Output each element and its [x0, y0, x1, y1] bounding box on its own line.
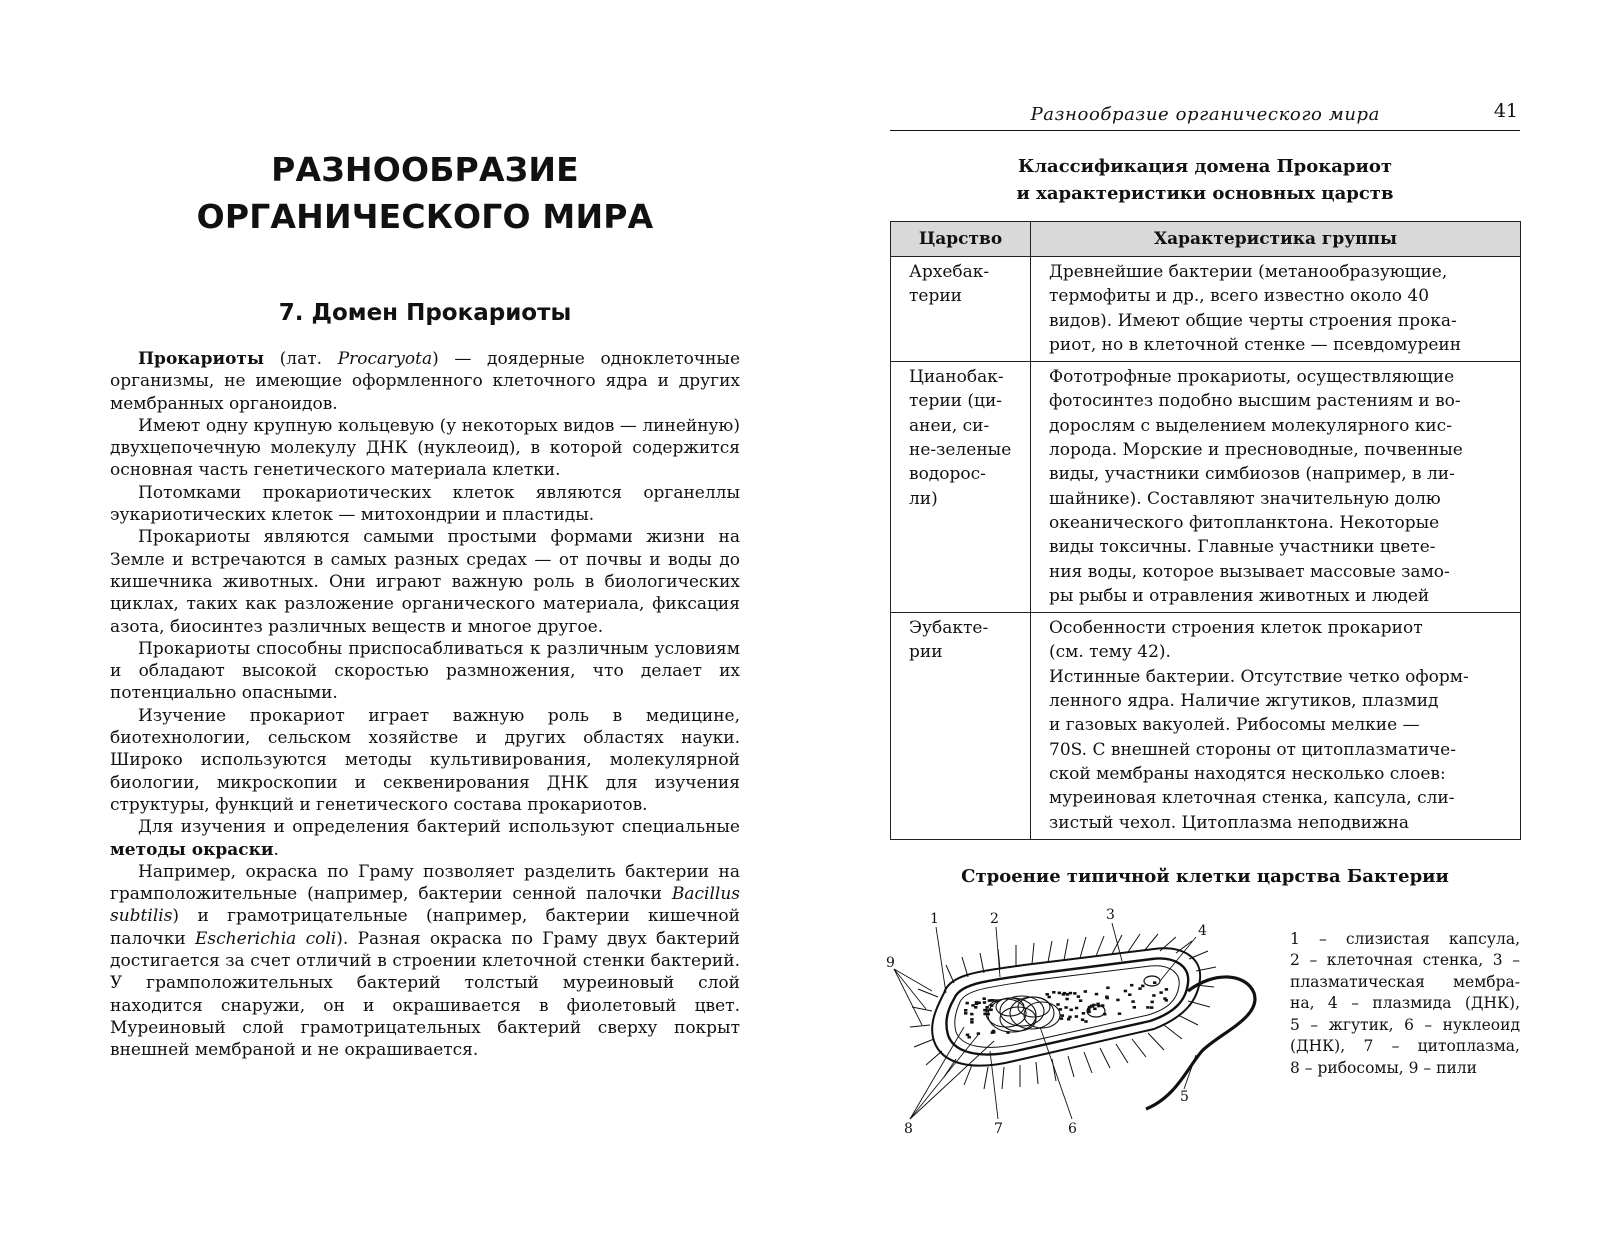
ribosome-dot — [1146, 1006, 1149, 1009]
cell-line: океанического фитопланктона. Некоторые — [1049, 512, 1440, 533]
legend-word: 3 — [1492, 951, 1503, 970]
cell-line: Истинные бактерии. Отсутствие четко оформ- — [1049, 666, 1469, 687]
paragraph-gram-stain — [110, 861, 740, 1062]
cell-line: фотосинтез подобно высшим растениям и во- — [1049, 391, 1461, 412]
legend-word: 7 — [1363, 1037, 1374, 1056]
legend-word: 4 — [1327, 994, 1338, 1013]
cell-line: терии (ци- — [909, 391, 1003, 412]
figure-label: 9 — [886, 954, 895, 971]
cell-line: виды, участники симбиозов (например, в ли- — [1049, 464, 1455, 485]
ribosome-dot — [1138, 987, 1141, 990]
paragraph-definition — [110, 348, 740, 415]
body-text — [110, 348, 740, 1062]
ribosome-dot — [983, 1001, 986, 1004]
ribosome-dot — [1130, 984, 1133, 987]
ribosome-dot — [1163, 997, 1166, 1000]
ribosome-dot — [992, 1030, 995, 1033]
ribosome-dot — [968, 1036, 971, 1039]
ribosome-dot — [983, 1012, 986, 1015]
ribosome-dot — [1092, 1004, 1095, 1007]
cell-line: Особенности строения клеток прокариот — [1049, 618, 1423, 639]
ribosome-dot — [1075, 1007, 1078, 1010]
cell-line: Древнейшие бактерии (метанообразующие, — [1049, 262, 1448, 282]
legend-word: 8 – рибосомы, 9 – пили — [1290, 1058, 1477, 1077]
legend-line — [1290, 929, 1520, 951]
ribosome-dot — [1006, 1031, 1009, 1034]
ribosome-dot — [1046, 993, 1049, 996]
legend-word: – — [1309, 951, 1318, 970]
paragraph-text: ) и грамотрицательные (например, бактерии кишечной палочки — [110, 906, 740, 949]
cell-line: виды токсичны. Главные участники цвете- — [1049, 537, 1436, 558]
section-title: 7. Домен Прокариоты — [278, 300, 572, 326]
legend-word: 6 — [1404, 1015, 1414, 1034]
legend-word: 2 — [1290, 951, 1300, 970]
ribosome-dot — [983, 1009, 986, 1012]
legend-line — [1290, 993, 1520, 1015]
cell-line: рии — [909, 642, 943, 663]
plasmid — [1144, 976, 1160, 986]
legend-word: – — [1391, 1037, 1400, 1056]
ribosome-dot — [1059, 1008, 1062, 1011]
classification-table — [890, 221, 1521, 840]
cell-line: терии — [909, 286, 963, 307]
paragraph-text: . — [273, 839, 279, 860]
figure-label: 1 — [930, 910, 939, 927]
table-header-row — [891, 222, 1521, 257]
characteristics-cell — [1031, 613, 1521, 840]
ribosome-dot — [1069, 992, 1072, 995]
ribosome-dot — [1056, 1003, 1059, 1006]
ribosome-dot — [1066, 993, 1069, 996]
figure-legend — [1290, 929, 1520, 1080]
ribosome-dot — [1058, 991, 1061, 994]
legend-word: (ДНК), — [1464, 994, 1520, 1013]
chapter-title-line-1: РАЗНООБРАЗИЕ — [271, 150, 579, 189]
cell-line: лорода. Морские и пресноводные, почвенные — [1049, 440, 1463, 461]
latin-name: Bacillus subtilis — [110, 884, 740, 927]
ribosome-dot — [1106, 997, 1109, 1000]
figure-label: 7 — [994, 1120, 1003, 1137]
paragraph-text: ). Разная окраска по Граму двух бактерий достигается за счет отличий в строении клеточной стенки бактерий. У грамположительных бактерий толстый муреиновый слой находится снаружи, он и окрашивается в фиолетовый цвет. Муреиновый слой грамотрицательных бактерий сверху покрыт внешней мембраной и не окрашивается. — [110, 928, 740, 1061]
ribosome-dot — [1067, 1018, 1070, 1021]
kingdom-cell — [891, 257, 1031, 362]
cell-line: зистый чехол. Цитоплазма неподвижна — [1049, 812, 1410, 833]
ribosome-dot — [1073, 992, 1076, 995]
ribosome-dot — [1165, 988, 1168, 991]
legend-line — [1290, 950, 1520, 972]
chapter-title-line-2: ОРГАНИЧЕСКОГО МИРА — [196, 197, 654, 236]
column-header-characteristics: Характеристика группы — [1031, 222, 1521, 257]
figure-label: 5 — [1180, 1088, 1189, 1105]
legend-word: – — [1512, 951, 1520, 970]
cell-line: Фототрофные прокариоты, осуществляющие — [1049, 367, 1455, 388]
legend-line — [1290, 972, 1520, 994]
ribosome-dot — [1151, 1000, 1154, 1003]
legend-word: плазмида — [1372, 994, 1452, 1013]
paragraph-organelles: Потомками прокариотических клеток являются органеллы эукариотических клеток — митохондрии и пластиды. — [110, 482, 740, 526]
ribosome-dot — [1048, 996, 1051, 999]
left-page — [110, 140, 740, 1062]
ribosome-dot — [1077, 995, 1080, 998]
ribosome-dot — [975, 1001, 978, 1004]
figure-label: 4 — [1198, 922, 1207, 939]
legend-word: – — [1319, 929, 1327, 948]
bacteria-figure — [886, 901, 1520, 1141]
ribosome-dot — [983, 997, 986, 1000]
ribosome-dot — [1097, 1005, 1100, 1008]
ribosome-dot — [970, 1021, 973, 1024]
ribosome-dot — [1060, 1017, 1063, 1020]
legend-word: – — [1351, 994, 1359, 1013]
ribosome-dot — [1084, 990, 1087, 993]
legend-word: – — [1424, 1015, 1433, 1034]
ribosome-dot — [1101, 1004, 1104, 1007]
ribosome-dot — [1068, 1015, 1071, 1018]
figure-label: 3 — [1106, 906, 1115, 923]
ribosome-dot — [1061, 1014, 1064, 1017]
ribosome-dot — [1128, 993, 1131, 996]
table-row-archaebacteria — [891, 257, 1521, 362]
ribosome-dot — [989, 1008, 992, 1011]
paragraph-text: ) — доядерные одноклеточные организмы, не имеющие оформленного клеточного ядра и других мембранных органоидов. — [110, 349, 741, 414]
cell-line: ли) — [909, 488, 938, 509]
ribosome-dot — [995, 999, 998, 1002]
column-header-kingdom: Царство — [891, 222, 1031, 257]
table-caption-line-1: Классификация домена Прокариот — [1017, 156, 1392, 177]
bacterial-cell-diagram — [884, 901, 1264, 1141]
cell-line: ской мембраны находятся несколько слоев: — [1049, 763, 1446, 784]
ribosome-dot — [1065, 998, 1068, 1001]
paragraph-adaptation: Прокариоты способны приспосабливаться к различным условиям и обладают высокой скоростью размножения, что делает их потенциально опасными. — [110, 638, 740, 704]
cell-line: Эубакте- — [909, 618, 989, 639]
ribosome-dot — [1153, 981, 1156, 984]
cell-line: (см. тему 42). — [1049, 642, 1171, 663]
cell-line: муреиновая клеточная стенка, капсула, сли- — [1049, 788, 1455, 809]
paragraph-staining-methods — [110, 816, 740, 861]
paragraph-text: Например, окраска по Граму позволяет разделить бактерии на грамположительные (например, бактерии сенной палочки — [110, 861, 740, 905]
paragraph-dna: Имеют одну крупную кольцевую (у некоторых видов — линейную) двухцепочечную молекулу ДНК (нуклеоид), в которой содержится основная часть генетического материала клетки. — [110, 415, 740, 481]
paragraph-habitats: Прокариоты являются самыми простыми формами жизни на Земле и встречаются в самых разных средах — от почвы и воды до кишечника животных. Они играют важную роль в биологических циклах, таких как разложение органического материала, фиксация азота, биосинтез различных веществ и многое другое. — [110, 527, 740, 637]
ribosome-dot — [1141, 984, 1144, 987]
legend-word: слизистая — [1345, 929, 1430, 948]
ribosome-dot — [1075, 1015, 1078, 1018]
figure-label: 2 — [990, 910, 999, 927]
ribosome-dot — [1052, 991, 1055, 994]
latin-name: Procaryota — [337, 349, 433, 369]
ribosome-dot — [988, 999, 991, 1002]
ribosome-dot — [1118, 1012, 1121, 1015]
ribosome-dot — [966, 1002, 969, 1005]
legend-word: (ДНК), — [1290, 1037, 1346, 1056]
page-number: 41 — [1493, 100, 1518, 122]
cell-line: термофиты и др., всего известно около 40 — [1049, 286, 1430, 307]
legend-word: 1 — [1290, 929, 1300, 948]
table-row-cyanobacteria — [891, 362, 1521, 613]
cell-line: дорослям с выделением молекулярного кис- — [1049, 415, 1452, 436]
ribosome-dot — [1159, 991, 1162, 994]
kingdom-cell — [891, 613, 1031, 840]
characteristics-cell — [1031, 362, 1521, 613]
table-caption-line-2: и характеристики основных царств — [1016, 183, 1394, 204]
ribosome-dot — [990, 1004, 993, 1007]
ribosome-dot — [1103, 1013, 1106, 1016]
ribosome-dot — [1087, 1010, 1090, 1013]
term-prokaryotes: Прокариоты — [138, 349, 264, 369]
ribosome-dot — [1150, 1006, 1153, 1009]
ribosome-dot — [1116, 998, 1119, 1001]
legend-line — [1290, 1036, 1520, 1058]
paragraph-research: Изучение прокариот играет важную роль в медицине, биотехнологии, сельском хозяйстве и других областях науки. Широко используются методы культивирования, молекулярной биологии, микроскопии и секвенирования ДНК для изучения структуры, функций и генетического состава прокариотов. — [110, 705, 740, 815]
ribosome-dot — [985, 1006, 988, 1009]
paragraph-text: Для изучения и определения бактерий используют специальные — [138, 817, 740, 838]
chapter-title — [110, 146, 740, 240]
paragraph-text: (лат. — [263, 349, 338, 369]
cell-line: 70S. С внешней стороны от цитоплазматиче- — [1049, 739, 1456, 760]
cell-line: ния воды, которое вызывает массовые замо- — [1049, 561, 1450, 582]
term-staining-methods: методы окраски — [110, 839, 274, 860]
ribosome-dot — [987, 1013, 990, 1016]
figure-label: 8 — [904, 1120, 913, 1137]
ribosome-dot — [971, 1004, 974, 1007]
ribosome-dot — [1093, 1007, 1096, 1010]
legend-word: нуклеоид — [1442, 1015, 1520, 1034]
ribosomes — [964, 981, 1168, 1038]
legend-word: клеточная — [1326, 951, 1413, 970]
cell-line: риот, но в клеточной стенке — псевдомуреин — [1049, 334, 1462, 355]
ribosome-dot — [1095, 993, 1098, 996]
cell-line: видов). Имеют общие черты строения прока- — [1049, 310, 1457, 331]
table-row-eubacteria — [891, 613, 1521, 840]
characteristics-cell — [1031, 257, 1521, 362]
table-caption — [890, 153, 1520, 207]
ribosome-dot — [991, 999, 994, 1002]
ribosome-dot — [1084, 1020, 1087, 1023]
figure-caption: Строение типичной клетки царства Бактерии — [961, 865, 1449, 887]
ribosome-dot — [1124, 990, 1127, 993]
running-head-title: Разнообразие органического мира — [1030, 104, 1380, 125]
right-page — [886, 100, 1520, 1141]
ribosome-dot — [1079, 999, 1082, 1002]
legend-line — [1290, 1058, 1520, 1080]
ribosome-dot — [1152, 994, 1155, 997]
ribosome-dot — [970, 1018, 973, 1021]
ribosome-dot — [964, 1012, 967, 1015]
ribosome-dot — [964, 1009, 967, 1012]
legend-word: цитоплазма, — [1417, 1037, 1520, 1056]
ribosome-dot — [1133, 1006, 1136, 1009]
cell-line: ры рыбы и отравления животных и людей — [1049, 585, 1430, 606]
running-head — [890, 100, 1520, 131]
cell-line: ленного ядра. Наличие жгутиков, плазмид — [1049, 691, 1439, 712]
legend-word: 5 — [1290, 1015, 1300, 1034]
ribosome-dot — [970, 1013, 973, 1016]
figure-label: 6 — [1068, 1120, 1077, 1137]
legend-word: жгутик, — [1328, 1015, 1394, 1034]
legend-word: плазматическая — [1290, 972, 1425, 991]
legend-word: мембра- — [1452, 972, 1520, 991]
ribosome-dot — [1082, 1012, 1085, 1015]
ribosome-dot — [966, 1033, 969, 1036]
ribosome-dot — [1064, 1006, 1067, 1009]
cell-line: анеи, си- — [909, 415, 990, 436]
ribosome-dot — [1081, 1018, 1084, 1021]
ribosome-dot — [1106, 986, 1109, 989]
cell-line: водорос- — [909, 464, 986, 485]
legend-line — [1290, 1015, 1520, 1037]
kingdom-cell — [891, 362, 1031, 613]
cell-line: шайнике). Составляют значительную долю — [1049, 488, 1441, 509]
ribosome-dot — [1062, 993, 1065, 996]
cell-line: и газовых вакуолей. Рибосомы мелкие — — [1049, 715, 1420, 736]
ribosome-dot — [977, 1032, 980, 1035]
legend-word: – — [1310, 1015, 1319, 1034]
cell-line: Архебак- — [909, 262, 990, 282]
ribosome-dot — [1131, 1000, 1134, 1003]
cell-line: не-зеленые — [909, 440, 1012, 461]
legend-word: стенка, — [1422, 951, 1484, 970]
legend-word: на, — [1290, 994, 1315, 1013]
cell-line: Цианобак- — [909, 367, 1004, 388]
ribosome-dot — [1070, 1008, 1073, 1011]
flagellum — [1146, 977, 1255, 1109]
latin-name: Escherichia coli — [195, 928, 337, 949]
legend-word: капсула, — [1448, 929, 1520, 948]
